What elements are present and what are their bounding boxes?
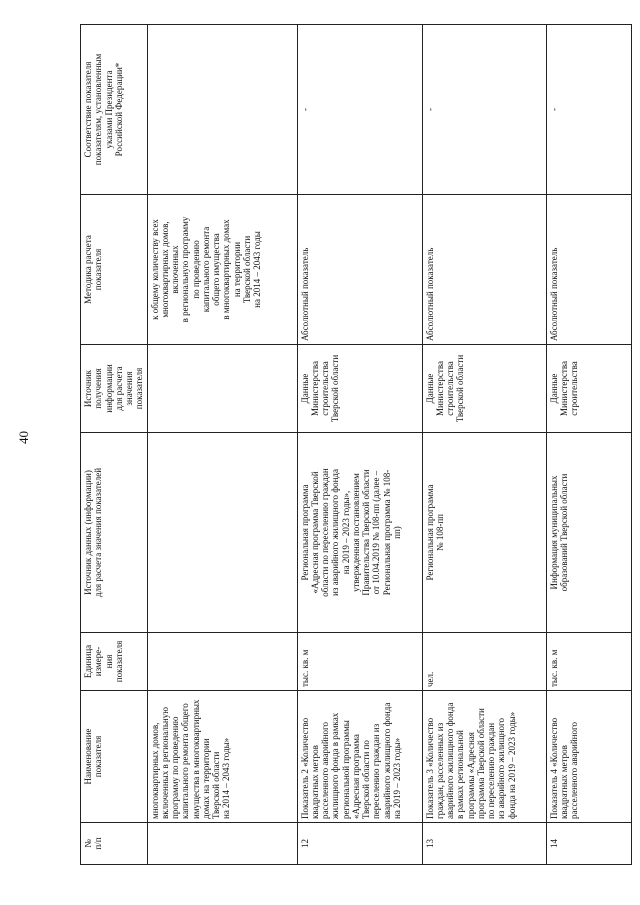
row-unit: чел. <box>422 633 546 691</box>
header-name: Наименование показателя <box>81 691 148 823</box>
row-method: Абсолютный показатель <box>297 195 422 345</box>
row-unit: тыс. кв. м <box>297 633 422 691</box>
row-compliance <box>147 25 297 195</box>
row-num: 12 <box>297 823 422 865</box>
header-unit: Единица измере- ния показателя <box>81 633 148 691</box>
row-data-source: Региональная программа № 108-пп <box>422 433 546 633</box>
header-compliance: Соответствие показателя показателям, установленным указами Президента Российской Федерации* <box>81 25 148 195</box>
row-compliance: - <box>297 25 422 195</box>
row-num: 13 <box>422 823 546 865</box>
row-data-source: Региональная программа «Адресная программа Тверской области по переселению граждан из аварийного жилищного фонда на 2019 – 2023 годы», утвержденная постановлением Правительства Тверской области от 10.04.2019 № 108-пп (далее – Региональная программа № 108- пп) <box>297 433 422 633</box>
table-header-row <box>81 25 148 865</box>
header-info-source: Источник получения информации для расчета значения показателя <box>81 345 148 433</box>
table-row <box>422 25 546 865</box>
page-number: 40 <box>16 431 31 444</box>
header-num: № п/п <box>81 823 148 865</box>
row-compliance: - <box>422 25 546 195</box>
row-info-source: Данные Министерства строительства <box>546 345 631 433</box>
table-row <box>147 25 297 865</box>
row-info-source: Данные Министерства строительства Тверской области <box>297 345 422 433</box>
row-num <box>147 823 297 865</box>
table-row <box>546 25 631 865</box>
row-unit: тыс. кв. м <box>546 633 631 691</box>
row-unit <box>147 633 297 691</box>
indicator-table-frame <box>80 25 620 865</box>
row-name: Показатель 2 «Количество квадратных метров расселенного аварийного жилищного фонда в рамках региональной программы «Адресная программа Тверской области по переселению граждан из аварийного жилищного фонда на 2019 – 2023 годы» <box>297 691 422 823</box>
row-data-source <box>147 433 297 633</box>
row-name: Показатель 4 «Количество квадратных метров расселенного аварийного <box>546 691 631 823</box>
header-data-source: Источник данных (информации) для расчета значения показателей <box>81 433 148 633</box>
row-method: к общему количеству всех многоквартирных домов, включенных в региональную программу по проведению капитального ремонта общего имущества в многоквартирных домах на территории Тверской области на 2014 – 2043 годы <box>147 195 297 345</box>
row-method: Абсолютный показатель <box>422 195 546 345</box>
row-data-source: Информация муниципальных образований Тверской области <box>546 433 631 633</box>
indicator-table <box>80 24 632 865</box>
header-method: Методика расчета показателя <box>81 195 148 345</box>
table-row <box>297 25 422 865</box>
row-name: многоквартирных домов, включенных в региональную программу по проведению капитального ремонта общего имущества в многоквартирных домах на территории Тверской области на 2014 – 2043 годы» <box>147 691 297 823</box>
row-name: Показатель 3 «Количество граждан, расселенных из аварийного жилищного фонда в рамках региональной программы «Адресная программа Тверской области по переселению граждан из аварийного жилищного фонда на 2019 – 2023 годы» <box>422 691 546 823</box>
row-method: Абсолютный показатель <box>546 195 631 345</box>
row-compliance: - <box>546 25 631 195</box>
row-info-source <box>147 345 297 433</box>
row-num: 14 <box>546 823 631 865</box>
row-info-source: Данные Министерства строительства Тверской области <box>422 345 546 433</box>
